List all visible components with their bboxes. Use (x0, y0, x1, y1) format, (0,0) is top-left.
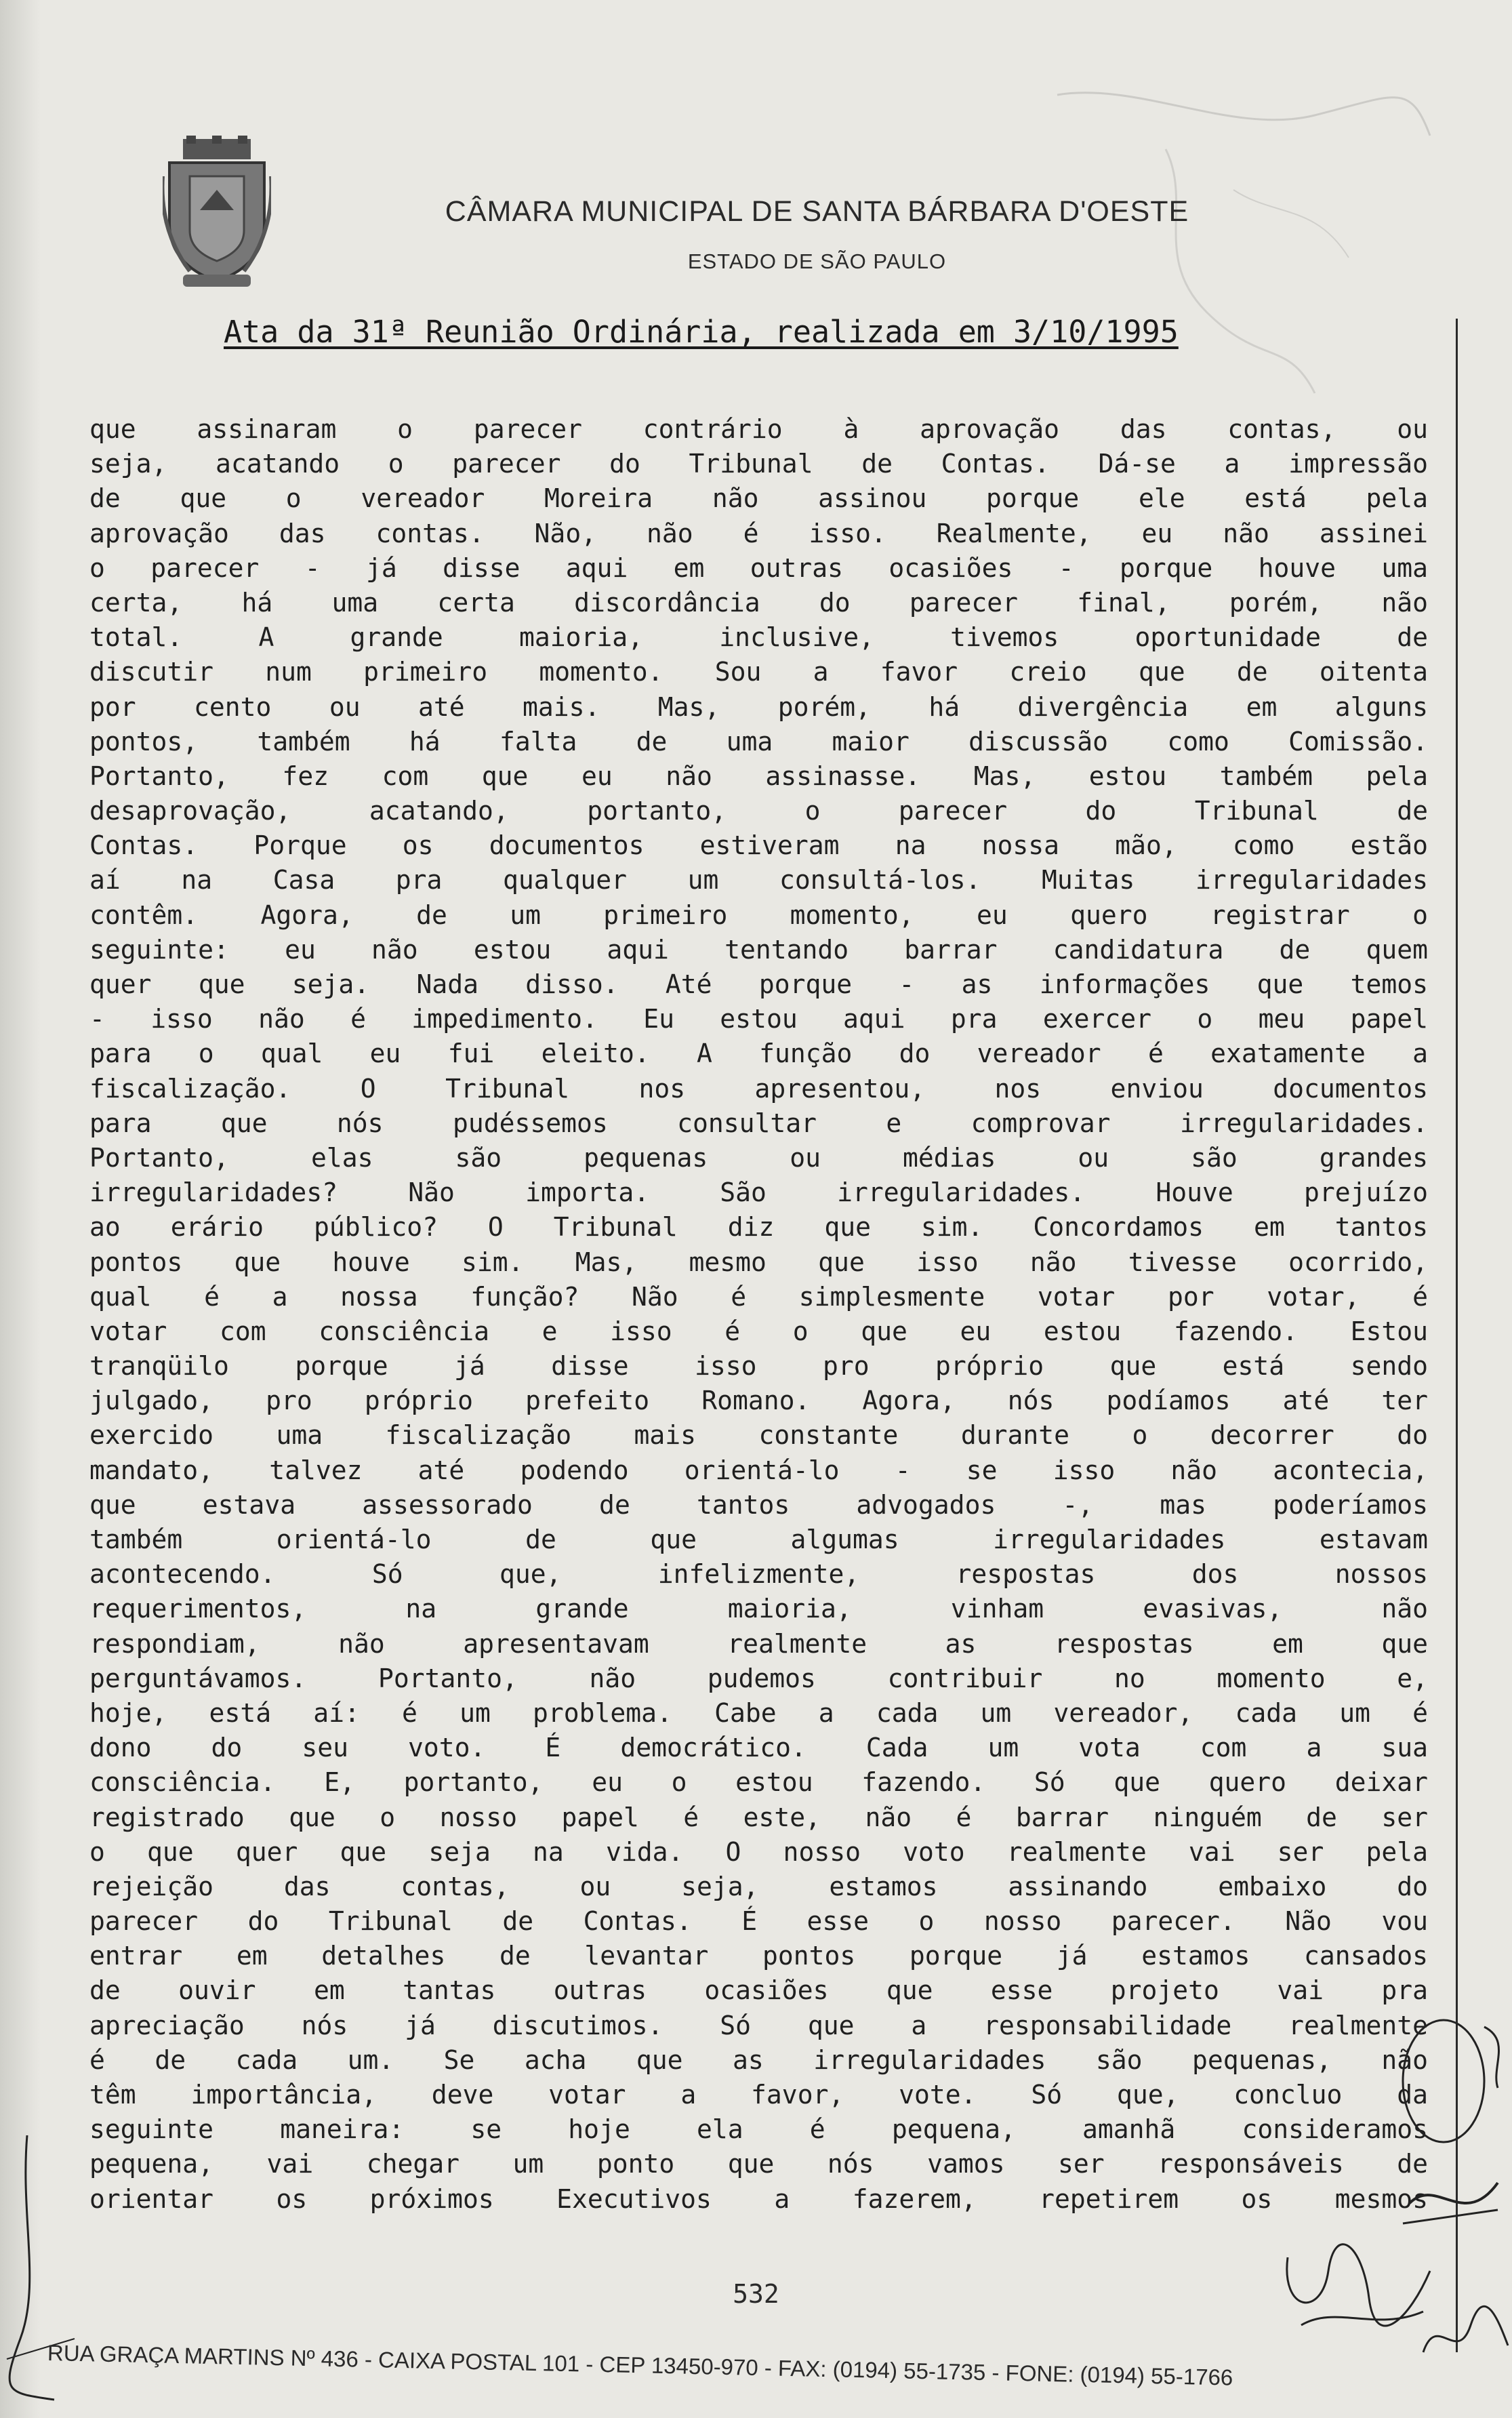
body-line: Portanto, fez com que eu não assinasse. Mas, estou também pela (89, 761, 1428, 791)
body-line: quer que seja. Nada disso. Até porque - as informações que temos (89, 969, 1428, 999)
page-number: 532 (733, 2279, 779, 2309)
state-name: ESTADO DE SÃO PAULO (687, 249, 947, 273)
body-line: de ouvir em tantas outras ocasiões que esse projeto vai pra (89, 1975, 1428, 2006)
body-line: apreciação nós já discutimos. Só que a responsabilidade realmente (89, 2010, 1428, 2040)
body-line: pontos, também há falta de uma maior discussão como Comissão. (89, 726, 1428, 757)
minutes-body (89, 412, 1428, 2217)
body-line: votar com consciência e isso é o que eu estou fazendo. Estou (89, 1316, 1428, 1346)
body-line: seguinte: eu não estou aqui tentando barrar candidatura de quem (89, 934, 1428, 965)
body-line: tranqüilo porque já disse isso pro próprio que está sendo (89, 1351, 1428, 1382)
minutes-title: Ata da 31ª Reunião Ordinária, realizada em 3/10/1995 (224, 314, 1179, 350)
body-line: irregularidades? Não importa. São irregularidades. Houve prejuízo (89, 1177, 1428, 1208)
body-line: fiscalização. O Tribunal nos apresentou, nos enviou documentos (89, 1073, 1428, 1104)
body-line: ao erário público? O Tribunal diz que sim. Concordamos em tantos (89, 1212, 1428, 1243)
signature-right-margin (1396, 2007, 1505, 2264)
body-line: certa, há uma certa discordância do parecer final, porém, não (89, 587, 1428, 618)
body-line: discutir num primeiro momento. Sou a favor creio que de oitenta (89, 657, 1428, 687)
institution-name: CÂMARA MUNICIPAL DE SANTA BÁRBARA D'OESTE (445, 195, 1189, 228)
body-line: seguinte maneira: se hoje ela é pequena, amanhã consideramos (89, 2114, 1428, 2145)
footer-address: RUA GRAÇA MARTINS Nº 436 - CAIXA POSTAL 101 - CEP 13450-970 - FAX: (0194) 55-1735 - FONE: (0194) 55-1766 (47, 2340, 1233, 2390)
body-line: de que o vereador Moreira não assinou porque ele está pela (89, 483, 1428, 514)
body-line: o que quer que seja na vida. O nosso voto realmente vai ser pela (89, 1836, 1428, 1867)
body-line: total. A grande maioria, inclusive, tivemos oportunidade de (89, 622, 1428, 653)
body-line: requerimentos, na grande maioria, vinham evasivas, não (89, 1594, 1428, 1624)
signature-footer-right (1416, 2298, 1511, 2379)
body-line: também orientá-lo de que algumas irregularidades estavam (89, 1525, 1428, 1554)
body-line: perguntávamos. Portanto, não pudemos contribuir no momento e, (89, 1663, 1428, 1693)
body-line: para que nós pudéssemos consultar e comprovar irregularidades. (89, 1108, 1428, 1138)
body-line: é de cada um. Se acha que as irregularidades são pequenas, não (89, 2044, 1428, 2075)
body-line: - isso não é impedimento. Eu estou aqui pra exercer o meu papel (89, 1004, 1428, 1034)
body-line: consciência. E, portanto, eu o estou fazendo. Só que quero deixar (89, 1767, 1428, 1798)
body-line: parecer do Tribunal de Contas. É esse o nosso parecer. Não vou (89, 1906, 1428, 1937)
body-line: rejeição das contas, ou seja, estamos assinando embaixo do (89, 1871, 1428, 1901)
faint-handwriting (1030, 54, 1437, 434)
body-line: contêm. Agora, de um primeiro momento, eu quero registrar o (89, 900, 1428, 930)
body-line: Contas. Porque os documentos estiveram na nossa mão, como estão (89, 830, 1428, 861)
body-line: qual é a nossa função? Não é simplesmente votar por votar, é (89, 1281, 1428, 1312)
body-line: pequena, vai chegar um ponto que nós vamos ser responsáveis de (89, 2149, 1428, 2179)
body-line: orientar os próximos Executivos a fazerem, repetirem os mesmos (89, 2183, 1428, 2214)
body-line: hoje, está aí: é um problema. Cabe a cada um vereador, cada um é (89, 1697, 1428, 1728)
body-line: exercido uma fiscalização mais constante durante o decorrer do (89, 1420, 1428, 1451)
body-line: por cento ou até mais. Mas, porém, há divergência em alguns (89, 691, 1428, 722)
body-line: dono do seu voto. É democrático. Cada um vota com a sua (89, 1733, 1428, 1763)
body-line: seja, acatando o parecer do Tribunal de Contas. Dá-se a impressão (89, 449, 1428, 479)
body-line: que assinaram o parecer contrário à aprovação das contas, ou (89, 414, 1428, 444)
body-line: que estava assessorado de tantos advogados -, mas poderíamos (89, 1489, 1428, 1520)
body-line: Portanto, elas são pequenas ou médias ou são grandes (89, 1142, 1428, 1173)
body-line: respondiam, não apresentavam realmente as respostas em que (89, 1628, 1428, 1659)
body-line: mandato, talvez até podendo orientá-lo - se isso não acontecia, (89, 1455, 1428, 1485)
body-line: para o qual eu fui eleito. A função do vereador é exatamente a (89, 1039, 1428, 1069)
body-line: registrado que o nosso papel é este, não é barrar ninguém de ser (89, 1802, 1428, 1832)
body-line: aprovação das contas. Não, não é isso. Realmente, eu não assinei (89, 518, 1428, 548)
body-line: pontos que houve sim. Mas, mesmo que isso não tivesse ocorrido, (89, 1247, 1428, 1277)
body-line: têm importância, deve votar a favor, vote. Só que, concluo da (89, 2080, 1428, 2110)
body-line: julgado, pro próprio prefeito Romano. Agora, nós podíamos até ter (89, 1386, 1428, 1416)
body-line: entrar em detalhes de levantar pontos porque já estamos cansados (89, 1941, 1428, 1971)
body-line: desaprovação, acatando, portanto, o parecer do Tribunal de (89, 796, 1428, 826)
body-line: o parecer - já disse aqui em outras ocasiões - porque houve uma (89, 552, 1428, 583)
page-edge-shadow (0, 0, 41, 2418)
body-line: aí na Casa pra qualquer um consultá-los. Muitas irregularidades (89, 865, 1428, 895)
body-line: acontecendo. Só que, infelizmente, respostas dos nossos (89, 1559, 1428, 1590)
